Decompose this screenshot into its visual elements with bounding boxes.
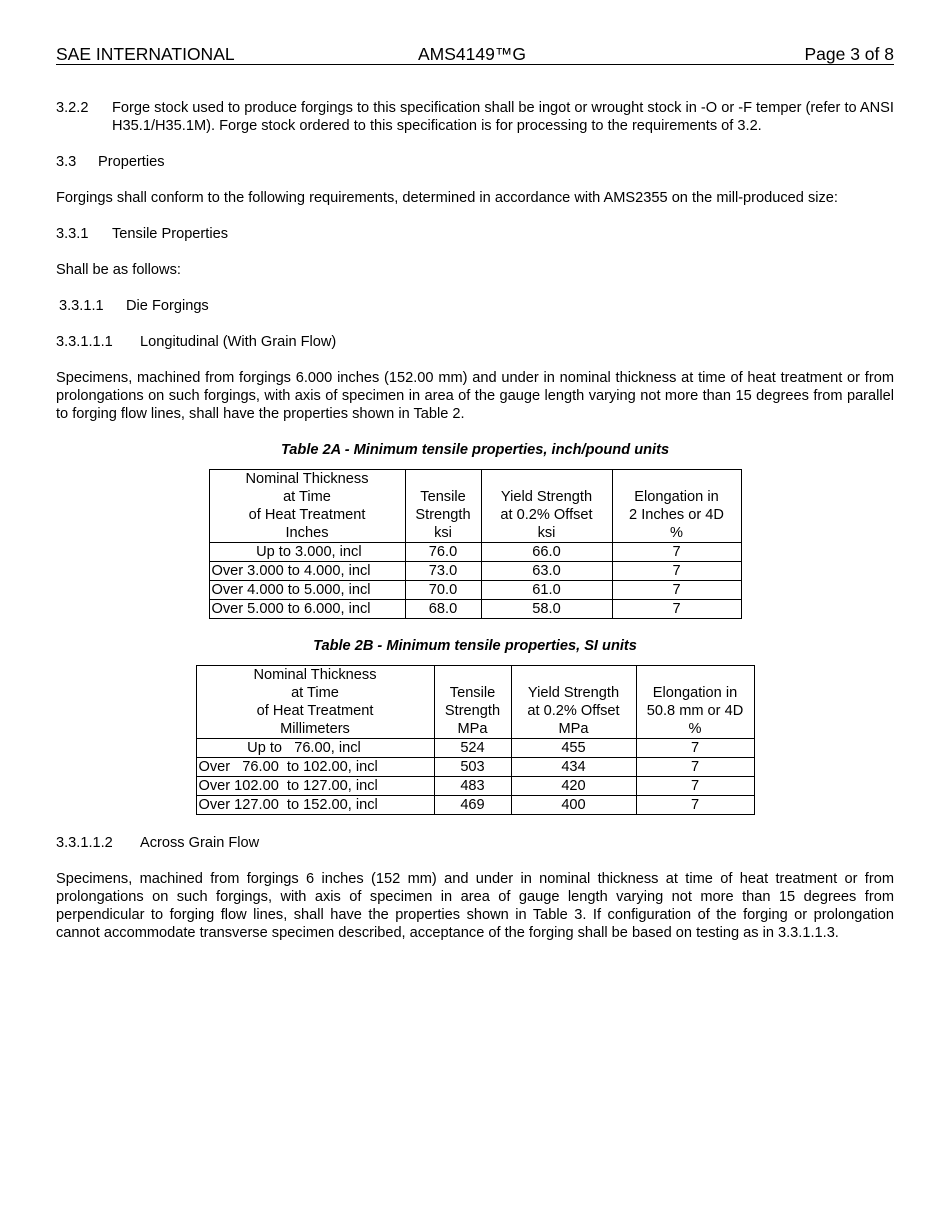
section-3-3-1-heading [56, 225, 894, 243]
header-doc-number: AMS4149™G [418, 44, 526, 64]
section-number: 3.3.1.1 [59, 298, 104, 314]
section-number: 3.3.1 [56, 226, 89, 242]
header-line: ksi [434, 525, 452, 541]
section-number: 3.2.2 [56, 100, 89, 116]
thickness-cell: Over 4.000 to 5.000, incl [209, 581, 405, 600]
header-cell-tensile [434, 666, 511, 739]
header-line: at Time [291, 685, 339, 701]
section-title: Longitudinal (With Grain Flow) [140, 334, 337, 350]
header-cell-elongation [612, 470, 741, 543]
table-2a [209, 469, 742, 619]
header-cell-elongation [636, 666, 754, 739]
header-cell-thickness [196, 666, 434, 739]
tensile-cell: 503 [434, 758, 511, 777]
header-org: SAE INTERNATIONAL [56, 44, 235, 64]
elongation-cell: 7 [636, 796, 754, 815]
paragraph: Shall be as follows: [56, 262, 181, 278]
table-row [196, 796, 754, 815]
table-row [209, 543, 741, 562]
elongation-cell: 7 [612, 600, 741, 619]
header-cell-tensile [405, 470, 481, 543]
header-line: of Heat Treatment [256, 703, 374, 719]
section-number: 3.3.1.1.2 [56, 835, 113, 851]
section-number: 3.3 [56, 154, 77, 170]
header-line: Tensile [420, 489, 466, 505]
yield-cell: 420 [511, 777, 636, 796]
table-row [209, 581, 741, 600]
header-line: Tensile [449, 685, 496, 701]
paragraph: Specimens, machined from forgings 6.000 inches (152.00 mm) and under in nominal thickness at time of heat treatment or from prolongations on such forgings, with axis of specimen in area of the gauge length varying not more than 15 degrees from parallel to forging flow lines, shall have the properties shown in Table 2. [56, 370, 894, 422]
section-title: Properties [98, 154, 165, 170]
table-2b-caption: Table 2B - Minimum tensile properties, SI units [313, 638, 637, 654]
header-line: % [670, 525, 683, 541]
tensile-cell: 73.0 [405, 562, 481, 581]
section-title: Die Forgings [126, 298, 209, 314]
header-line: Millimeters [280, 721, 350, 737]
tensile-cell: 76.0 [405, 543, 481, 562]
header-line: Nominal Thickness [253, 667, 377, 683]
header-line: Elongation in [634, 489, 719, 505]
table-row [209, 562, 741, 581]
header-line: 2 Inches or 4D [629, 507, 724, 523]
header-line: of Heat Treatment [248, 507, 366, 523]
yield-cell: 434 [511, 758, 636, 777]
header-cell-thickness [209, 470, 405, 543]
tensile-cell: 483 [434, 777, 511, 796]
thickness-cell: Over 127.00 to 152.00, incl [196, 796, 434, 815]
section-3-3-1-1-1-heading [56, 333, 894, 351]
table-2a-caption: Table 2A - Minimum tensile properties, inch/pound units [280, 442, 670, 458]
header-line: Elongation in [652, 685, 738, 701]
thickness-cell: Over 5.000 to 6.000, incl [209, 600, 405, 619]
header-line: 50.8 mm or 4D [646, 703, 744, 719]
tensile-cell: 469 [434, 796, 511, 815]
table-row [196, 758, 754, 777]
header-line: at Time [283, 489, 331, 505]
header-line: Strength [444, 703, 501, 719]
section-3-3-1-1-2-heading [56, 834, 894, 852]
header-line: MPa [558, 721, 589, 737]
thickness-cell: Up to 3.000, incl [209, 543, 405, 562]
yield-cell: 400 [511, 796, 636, 815]
thickness-cell: Over 76.00 to 102.00, incl [196, 758, 434, 777]
header-line: at 0.2% Offset [500, 507, 593, 523]
section-title: Across Grain Flow [140, 835, 260, 851]
thickness-cell: Up to 76.00, incl [196, 739, 434, 758]
header-line: Nominal Thickness [245, 471, 369, 487]
elongation-cell: 7 [612, 562, 741, 581]
header-line: Strength [415, 507, 471, 523]
table-header-row [209, 470, 741, 543]
header-line: % [688, 721, 702, 737]
table-row [196, 777, 754, 796]
elongation-cell: 7 [636, 739, 754, 758]
elongation-cell: 7 [612, 543, 741, 562]
section-title: Tensile Properties [112, 226, 228, 242]
table-header-row [196, 666, 754, 739]
yield-cell: 455 [511, 739, 636, 758]
yield-cell: 66.0 [481, 543, 612, 562]
table-row [209, 600, 741, 619]
elongation-cell: 7 [636, 777, 754, 796]
document-page [56, 44, 894, 942]
section-text: Forge stock used to produce forgings to this specification shall be ingot or wrought stock in -O or -F temper (refer to ANSI H35.1/H35.1M). Forge stock ordered to this specification is for processing to the requirements of 3.2. [112, 100, 894, 134]
yield-cell: 63.0 [481, 562, 612, 581]
elongation-cell: 7 [636, 758, 754, 777]
section-number: 3.3.1.1.1 [56, 334, 113, 350]
header-cell-yield [511, 666, 636, 739]
header-cell-yield [481, 470, 612, 543]
tensile-cell: 524 [434, 739, 511, 758]
thickness-cell: Over 102.00 to 127.00, incl [196, 777, 434, 796]
page-header [56, 44, 894, 65]
paragraph: Specimens, machined from forgings 6 inches (152 mm) and under in nominal thickness at time of heat treatment or from prolongations on such forgings, with axis of specimen in area of gauge length varying not more than 15 degrees from perpendicular to forging flow lines, shall have the properties shown in Table 3. If configuration of the forging or prolongation cannot accommodate transverse specimen described, acceptance of the forging shall be based on testing as in 3.3.1.1.3. [56, 871, 894, 941]
section-3-2-2 [56, 99, 894, 135]
header-line: MPa [457, 721, 488, 737]
thickness-cell: Over 3.000 to 4.000, incl [209, 562, 405, 581]
table-row [196, 739, 754, 758]
yield-cell: 58.0 [481, 600, 612, 619]
header-line: Yield Strength [500, 489, 593, 505]
header-page-number: Page 3 of 8 [804, 44, 894, 64]
header-line: Yield Strength [527, 685, 620, 701]
section-3-3-heading [56, 153, 894, 171]
header-line: at 0.2% Offset [527, 703, 620, 719]
paragraph: Forgings shall conform to the following requirements, determined in accordance with AMS2355 on the mill-produced size: [56, 190, 838, 206]
tensile-cell: 70.0 [405, 581, 481, 600]
elongation-cell: 7 [612, 581, 741, 600]
header-line: ksi [537, 525, 556, 541]
table-2b [196, 665, 755, 815]
yield-cell: 61.0 [481, 581, 612, 600]
section-3-3-1-1-heading [56, 297, 894, 315]
tensile-cell: 68.0 [405, 600, 481, 619]
header-line: Inches [285, 525, 329, 541]
